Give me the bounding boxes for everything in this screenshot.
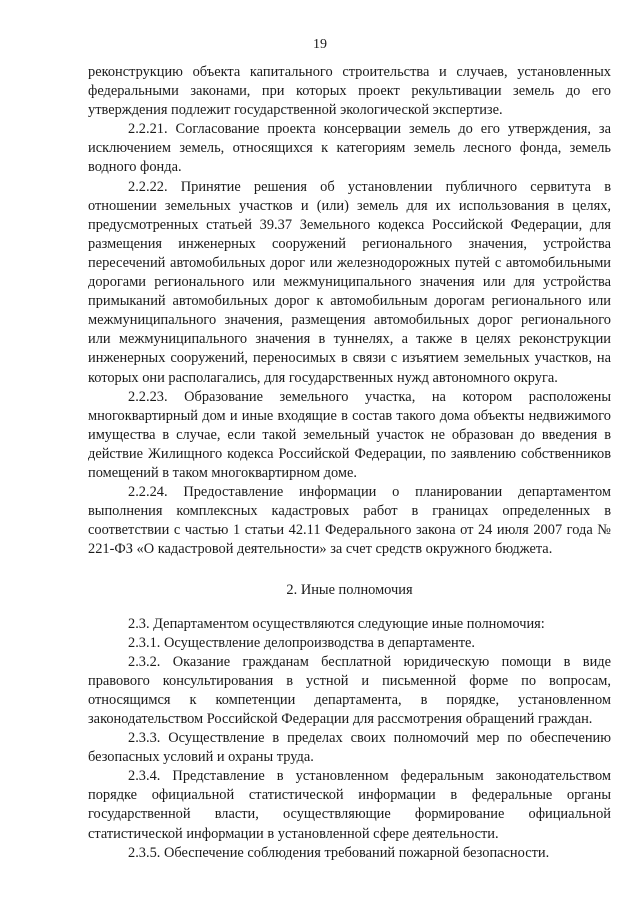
paragraph-2-3-4: 2.3.4. Представление в установленном федеральным законодательством порядке официальной статистической информации в федеральные органы государственной власти, осуществляющие формирование официальной статистической информации в установленной сфере деятельности. bbox=[88, 768, 611, 842]
document-body bbox=[88, 63, 611, 863]
paragraph-2-3-2: 2.3.2. Оказание гражданам бесплатной юридическую помощи в виде правового консультирования в устной и письменной форме по вопросам, относящимся к компетенции департамента, в порядке, установленном законодательством Российской Федерации для рассмотрения обращений граждан. bbox=[88, 653, 611, 727]
paragraph-2-3: 2.3. Департаментом осуществляются следующие иные полномочия: bbox=[128, 615, 545, 632]
page-number: 19 bbox=[313, 37, 327, 52]
paragraph-2-3-1: 2.3.1. Осуществление делопроизводства в департаменте. bbox=[128, 634, 475, 651]
paragraph-2-3-5: 2.3.5. Обеспечение соблюдения требований пожарной безопасности. bbox=[128, 844, 550, 861]
paragraph-2-2-21: 2.2.21. Согласование проекта консервации земель до его утверждения, за исключением земель, относящихся к категориям земель лесного фонда, земель водного фонда. bbox=[88, 121, 611, 176]
paragraph-2-2-23: 2.2.23. Образование земельного участка, на котором расположены многоквартирный дом и иные входящие в состав такого дома объекты недвижимого имущества в случае, если такой земельный участок не образован до введения в действие Жилищного кодекса Российской Федерации, по заявлению собственников помещений в таком многоквартирном доме. bbox=[88, 388, 611, 481]
paragraph-2-2-22: 2.2.22. Принятие решения об установлении публичного сервитута в отношении земельных участков и (или) земель для их использования в целях, предусмотренных статьей 39.37 Земельного кодекса Российской Федерации, для размещения инженерных сооружений регионального значения, устройства пересечений автомобильных дорог или железнодорожных путей с автомобильными дорогами регионального или межмуниципального значения или для устройства примыканий автомобильных дорог к автомобильным дорогам регионального или межмуниципального значения, размещения автомобильных дорог регионального или межмуниципального значения в туннелях, а также в целях реконструкции инженерных сооружений, переносимых в связи с изъятием земельных участков, на которых они располагались, для государственных нужд автономного округа. bbox=[88, 178, 611, 386]
paragraph-2-2-24: 2.2.24. Предоставление информации о планировании департаментом выполнения комплексных кадастровых работ в границах определенных в соответствии с частью 1 статьи 42.11 Федерального закона от 24 июля 2007 года № 221-ФЗ «О кадастровой деятельности» за счет средств окружного бюджета. bbox=[88, 484, 611, 558]
paragraph-continuation: реконструкцию объекта капитального строительства и случаев, установленных федеральными законами, при которых проект рекультивации земель до его утверждения подлежит государственной экологической экспертизе. bbox=[88, 64, 611, 119]
section-heading: 2. Иные полномочия bbox=[286, 582, 413, 599]
paragraph-2-3-3: 2.3.3. Осуществление в пределах своих полномочий мер по обеспечению безопасных условий и охраны труда. bbox=[88, 730, 611, 766]
